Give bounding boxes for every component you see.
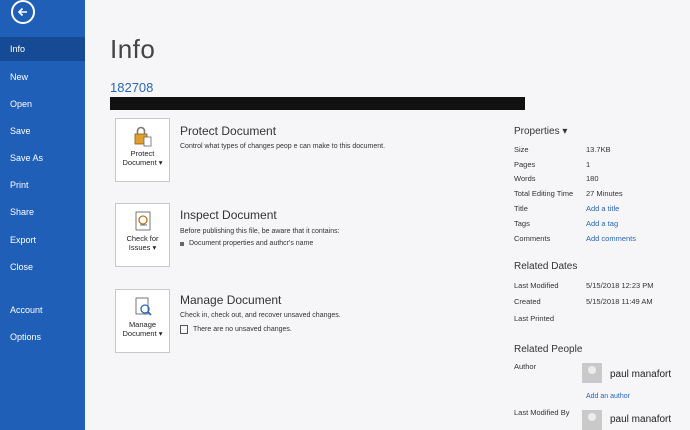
sidebar-item-close[interactable]: Close xyxy=(10,262,34,272)
property-key-words: Words xyxy=(514,174,536,183)
lock-icon xyxy=(132,125,154,147)
property-key-tags: Tags xyxy=(514,219,530,228)
sidebar-item-save[interactable]: Save xyxy=(10,126,31,136)
date-value-last-modified: 5/15/2018 12:23 PM xyxy=(586,281,654,290)
tile-label-line1: Manage xyxy=(128,320,157,329)
tile-label-line1: Check for xyxy=(126,234,159,243)
protect-document-button[interactable] xyxy=(115,118,170,182)
back-arrow-icon xyxy=(17,6,29,18)
inspect-document-icon xyxy=(132,210,154,232)
manage-document-detail-text: There are no unsaved changes. xyxy=(193,326,292,333)
sidebar-item-export[interactable]: Export xyxy=(10,235,37,245)
last-modified-by-avatar xyxy=(582,410,602,430)
manage-document-button[interactable] xyxy=(115,289,170,353)
date-key-created: Created xyxy=(514,297,541,306)
add-author-link[interactable]: Add an author xyxy=(586,393,630,400)
sidebar-item-print[interactable]: Print xyxy=(10,180,29,190)
property-key-pages: Pages xyxy=(514,160,536,169)
sidebar-item-open[interactable]: Open xyxy=(10,99,33,109)
property-key-editing-time: Total Editing Time xyxy=(514,189,574,198)
tile-label-line2: Issues ▾ xyxy=(128,243,157,252)
add-title-field[interactable]: Add a title xyxy=(586,204,620,213)
manage-document-detail xyxy=(180,325,292,334)
protect-document-description: Control what types of changes peop e can make to this document. xyxy=(180,143,386,150)
sidebar-item-save-as[interactable]: Save As xyxy=(10,153,44,163)
manage-document-title: Manage Document xyxy=(180,293,282,307)
inspect-document-detail-text: Document properties and authcr's name xyxy=(189,240,314,247)
add-comments-field[interactable]: Add comments xyxy=(586,234,637,243)
property-key-size: Size xyxy=(514,145,529,154)
inspect-document-description: Before publishing this file, be aware that it contains: xyxy=(180,228,340,235)
document-icon xyxy=(180,325,188,334)
date-key-last-printed: Last Printed xyxy=(514,314,555,323)
add-tag-field[interactable]: Add a tag xyxy=(586,219,619,228)
check-for-issues-button[interactable] xyxy=(115,203,170,267)
last-modified-by-label: Last Modified By xyxy=(514,408,570,417)
inspect-document-title: Inspect Document xyxy=(180,208,277,222)
document-name: 182708 xyxy=(110,80,154,95)
date-key-last-modified: Last Modified xyxy=(514,281,559,290)
sidebar-item-share[interactable]: Share xyxy=(10,207,35,217)
properties-dropdown[interactable]: Properties ▾ xyxy=(514,126,568,137)
property-key-comments: Comments xyxy=(514,234,551,243)
author-name[interactable]: paul manafort xyxy=(610,369,672,380)
inspect-document-detail xyxy=(180,240,313,247)
related-people-heading: Related People xyxy=(514,344,583,355)
backstage-sidebar xyxy=(0,0,85,430)
date-value-created: 5/15/2018 11:49 AM xyxy=(586,297,653,306)
property-value-editing-time: 27 Minutes xyxy=(586,189,623,198)
bullet-icon xyxy=(180,242,184,246)
tile-label-line2: Document ▾ xyxy=(122,329,163,338)
related-dates-heading: Related Dates xyxy=(514,261,578,272)
property-key-title: Title xyxy=(514,204,528,213)
sidebar-item-account[interactable]: Account xyxy=(10,305,43,315)
sidebar-item-info[interactable]: Info xyxy=(0,37,85,61)
last-modified-by-name[interactable]: paul manafort xyxy=(610,414,672,425)
protect-document-title: Protect Document xyxy=(180,124,277,138)
back-button[interactable] xyxy=(11,0,35,24)
manage-document-icon xyxy=(132,296,154,318)
property-value-words: 180 xyxy=(586,174,599,183)
manage-document-description: Check in, check out, and recover unsaved changes. xyxy=(180,312,341,319)
author-label: Author xyxy=(514,362,537,371)
property-value-size: 13.7KB xyxy=(586,145,611,154)
page-title: Info xyxy=(110,34,156,64)
info-pane xyxy=(85,0,690,430)
sidebar-item-new[interactable]: New xyxy=(10,72,29,82)
tile-label-line2: Document ▾ xyxy=(122,158,163,167)
sidebar-item-options[interactable]: Options xyxy=(10,332,42,342)
property-value-pages: 1 xyxy=(586,160,591,169)
tile-label-line1: Protect xyxy=(130,149,155,158)
redacted-path xyxy=(110,97,525,110)
author-avatar xyxy=(582,363,602,383)
